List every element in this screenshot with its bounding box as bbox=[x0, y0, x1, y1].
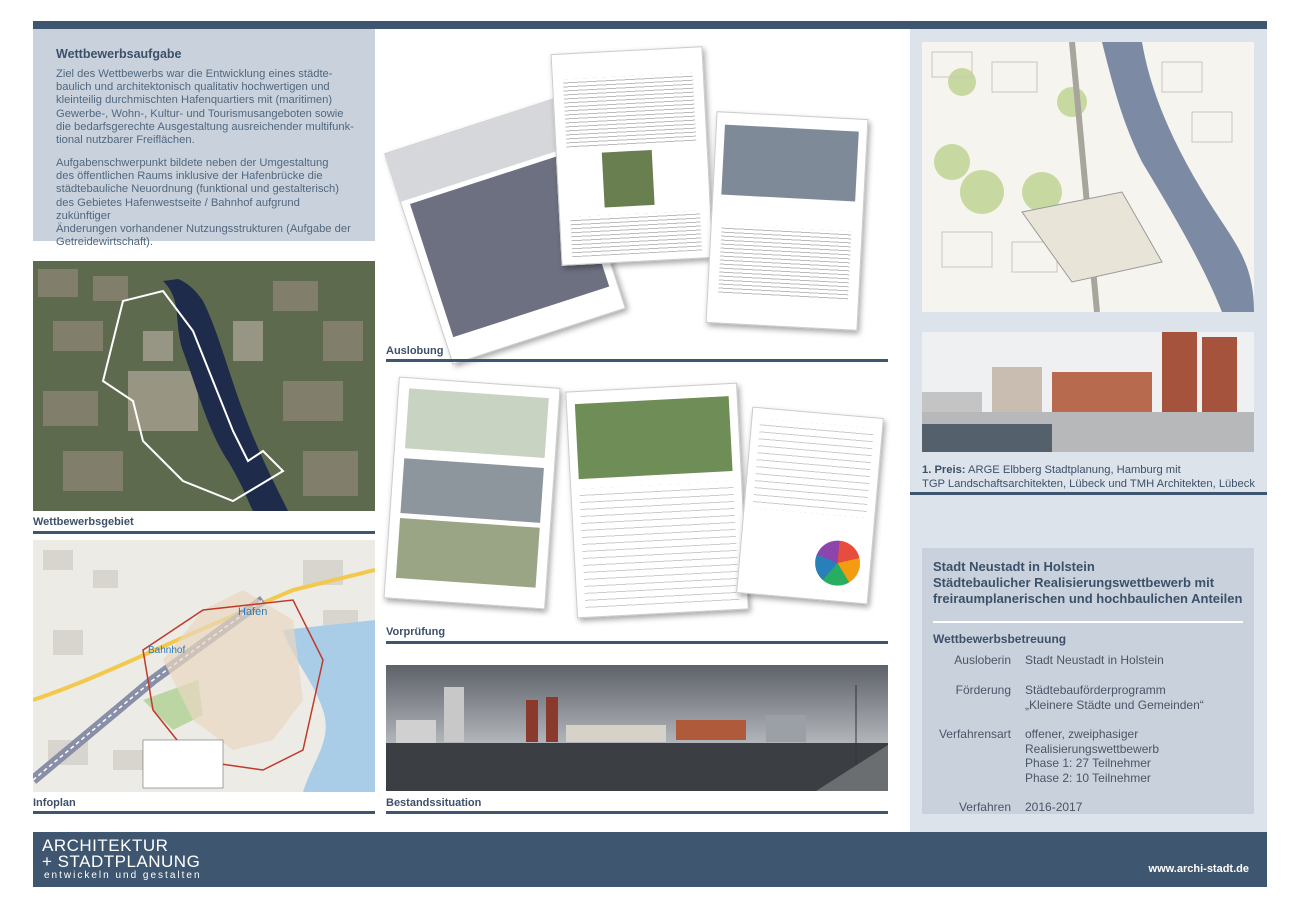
task-title: Wettbewerbsaufgabe bbox=[56, 47, 182, 61]
caption-infoplan: Infoplan bbox=[33, 797, 76, 809]
info-label-verfahrensart: Verfahrensart bbox=[938, 727, 1011, 741]
auslobung-documents bbox=[386, 40, 888, 340]
task-paragraph-1: Ziel des Wettbewerbs war die Entwicklung eines städte- baulich und architektonisch qualitativ hochwertigen und kleinteilig durchmischten Hafenquartiers mit (maritimen) Gewerbe-, Wohn-, Kultur- und Tourismusangeboten sowie die bedarfsgerechte Ausgestaltung ausreichender multifunk- tional nutzbarer Freiflächen. bbox=[56, 68, 354, 147]
winning-design-rendering bbox=[922, 332, 1254, 452]
info-divider bbox=[933, 621, 1243, 623]
info-section-title: Wettbewerbsbetreuung bbox=[933, 632, 1067, 646]
info-label-ausloberin: Ausloberin bbox=[954, 653, 1011, 667]
caption-auslobung: Auslobung bbox=[386, 345, 444, 357]
rule-vorpruefung bbox=[386, 641, 888, 644]
map-label-bahnhof: Bahnhof bbox=[148, 645, 186, 656]
caption-vorpruefung: Vorprüfung bbox=[386, 626, 446, 638]
info-value-verfahren: 2016-2017 bbox=[1025, 800, 1083, 814]
task-box bbox=[33, 29, 375, 249]
caption-wettbewerbsgebiet: Wettbewerbsgebiet bbox=[33, 516, 134, 528]
caption-bestand: Bestandssituation bbox=[386, 797, 482, 809]
info-value-verfahrensart: offener, zweiphasiger Realisierungswettbewerb Phase 1: 27 Teilnehmer Phase 2: 10 Teilnehmer bbox=[1025, 727, 1160, 785]
winning-design-plan bbox=[922, 42, 1254, 312]
competition-info-box bbox=[922, 548, 1254, 814]
vorpruefung-page-3 bbox=[736, 407, 884, 605]
document-page-2 bbox=[706, 111, 869, 331]
rule-bestand bbox=[386, 811, 888, 814]
website-link[interactable]: www.archi-stadt.de bbox=[1148, 863, 1249, 875]
logo-line-2: + STADTPLANUNG bbox=[42, 852, 201, 871]
footer-bar bbox=[33, 832, 1267, 887]
info-value-foerderung: Städtebauförderprogramm „Kleinere Städte und Gemeinden“ bbox=[1025, 683, 1204, 712]
panorama-photo bbox=[386, 665, 888, 791]
map-label-hafen: Hafen bbox=[238, 606, 268, 618]
info-title-city: Stadt Neustadt in Holstein bbox=[933, 559, 1095, 574]
info-plan-map bbox=[33, 540, 375, 792]
top-bar bbox=[33, 21, 1267, 29]
rule-infoplan bbox=[33, 811, 375, 814]
info-title-line2: Städtebaulicher Realisierungswettbewerb mit bbox=[933, 575, 1215, 590]
logo-line-1: ARCHITEKTUR bbox=[42, 836, 169, 855]
rule-prize bbox=[910, 492, 1267, 495]
vorpruefung-page-2 bbox=[565, 383, 749, 619]
info-value-ausloberin: Stadt Neustadt in Holstein bbox=[1025, 653, 1164, 667]
rule-area bbox=[33, 531, 375, 534]
vorpruefung-page-1 bbox=[383, 377, 560, 610]
info-label-foerderung: Förderung bbox=[955, 683, 1011, 697]
prize-text: 1. Preis: ARGE Elbberg Stadtplanung, Hamburg mit TGP Landschaftsarchitekten, Lübeck und TMH Architekten, Lübeck bbox=[922, 464, 1255, 490]
vorpruefung-documents bbox=[386, 372, 888, 622]
document-page-1 bbox=[551, 46, 714, 266]
rule-auslobung bbox=[386, 359, 888, 362]
aerial-photo bbox=[33, 261, 375, 511]
task-paragraph-2: Aufgabenschwerpunkt bildete neben der Umgestaltung des öffentlichen Raums inklusive der Hafenbrücke die städtebauliche Neuordnung (funktional und gestalterisch) des Gebietes Hafenwestseite / Bahnhof aufgrund zukünftiger Änderungen vorhandener Nutzungsstrukturen (Aufgabe der Getreidewirtschaft). bbox=[56, 157, 351, 249]
logo-tagline: entwickeln und gestalten bbox=[44, 870, 202, 881]
info-label-verfahren: Verfahren bbox=[958, 800, 1011, 814]
info-title-line3: freiraumplanerischen und hochbaulichen Anteilen bbox=[933, 591, 1243, 606]
